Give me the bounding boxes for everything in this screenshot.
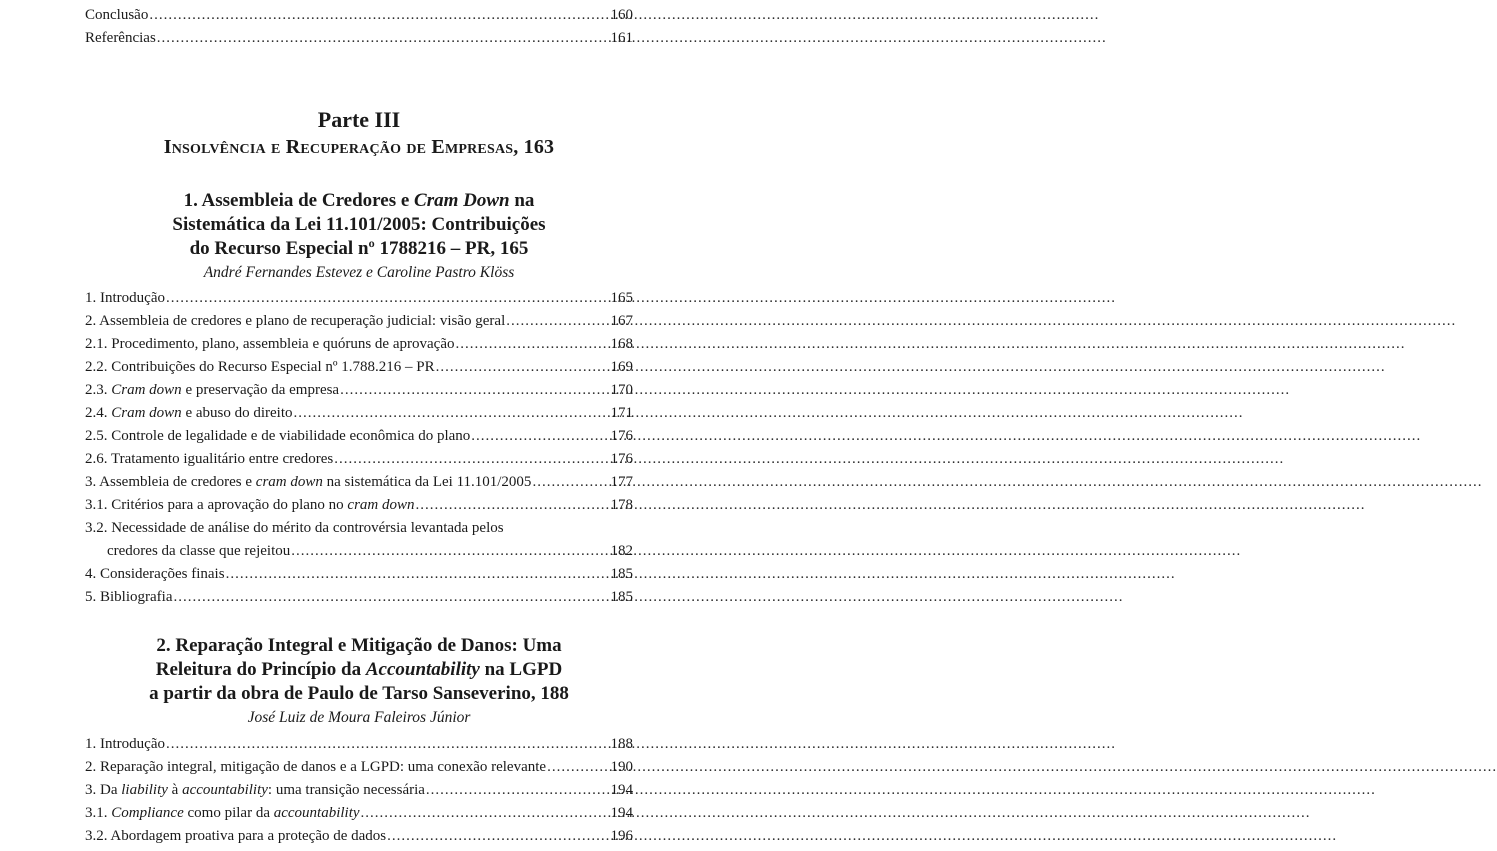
chapter-2-title-line-3: a partir da obra de Paulo de Tarso Sanseverino, 188 — [149, 683, 569, 704]
toc-entry: 2.4. Cram down e abuso do direito ..... 171 — [85, 402, 633, 425]
toc-entry: 2.6. Tratamento igualitário entre credores ..... 176 — [85, 448, 633, 471]
chapter-1-title-line-3: do Recurso Especial nº 1788216 – PR, 165 — [189, 238, 529, 259]
chapter-2-entries — [85, 733, 633, 848]
toc-entry — [85, 27, 633, 50]
toc-entry: 3.2. Abordagem proativa para a proteção de dados ..... 196 — [85, 825, 633, 848]
toc-entry: 3.2. Necessidade de análise do mérito da controvérsia levantada pelos — [85, 520, 504, 536]
toc-entry: 3. Da liability à accountability: uma transição necessária ..... 194 — [85, 779, 633, 802]
chapter-1-title-line-2: Sistemática da Lei 11.101/2005: Contribuições — [172, 214, 546, 235]
chapter-1-entries — [85, 287, 633, 609]
toc-entry-title: Referências — [85, 30, 156, 46]
part-label: Parte III — [317, 107, 401, 132]
chapter-2-authors: José Luiz de Moura Faleiros Júnior — [247, 709, 471, 726]
toc-entry-page: 161 — [610, 30, 633, 46]
toc-entry: 2.2. Contribuições do Recurso Especial nº 1.788.216 – PR ..... 169 — [85, 356, 633, 379]
toc-entry: 3.1. Critérios para a aprovação do plano no cram down ..... 178 — [85, 494, 633, 517]
toc-entry: 1. Introdução ..... 188 — [85, 733, 633, 756]
toc-entry: 4. Considerações finais ..... 185 — [85, 563, 633, 586]
toc-entry: 1. Introdução ..... 165 — [85, 287, 633, 310]
toc-entry: 2.5. Controle de legalidade e de viabilidade econômica do plano ..... 176 — [85, 425, 633, 448]
dot-leader — [149, 4, 609, 27]
chapter-2-title — [85, 634, 633, 706]
dot-leader — [157, 27, 610, 50]
chapter-2-title-line-2: Releitura do Princípio da Accountability na LGPD — [155, 659, 563, 680]
toc-entry: 3. Assembleia de credores e cram down na sistemática da Lei 11.101/2005 ..... 177 — [85, 471, 633, 494]
toc-entry: 2. Reparação integral, mitigação de danos e a LGPD: uma conexão relevante ..... 190 — [85, 756, 633, 779]
toc-entry — [85, 4, 633, 27]
toc-entry: 5. Bibliografia ..... 185 — [85, 586, 633, 609]
clipped-top-line — [85, 0, 633, 2]
previous-chapter-entries — [85, 4, 633, 50]
toc-entry: 3.1. Compliance como pilar da accountability ..... 194 — [85, 802, 633, 825]
toc-entry: 2.1. Procedimento, plano, assembleia e quóruns de aprovação ..... 168 — [85, 333, 633, 356]
toc-entry-title: Conclusão — [85, 7, 149, 23]
toc-entry: 2.3. Cram down e preservação da empresa ..... 170 — [85, 379, 633, 402]
chapter-1-title — [85, 189, 633, 261]
part-title: Insolvência e Recuperação de Empresas, 163 — [163, 136, 555, 158]
toc-entry-page: 160 — [610, 7, 633, 23]
chapter-1-title-line-1: 1. Assembleia de Credores e Cram Down na — [183, 190, 535, 211]
toc-entry: 2. Assembleia de credores e plano de recuperação judicial: visão geral ..... 167 — [85, 310, 633, 333]
toc-entry-continuation: credores da classe que rejeitou ..... 182 — [85, 540, 633, 563]
chapter-2-title-line-1: 2. Reparação Integral e Mitigação de Danos: Uma — [156, 635, 562, 656]
chapter-1-authors: André Fernandes Estevez e Caroline Pastro Klöss — [203, 264, 515, 281]
